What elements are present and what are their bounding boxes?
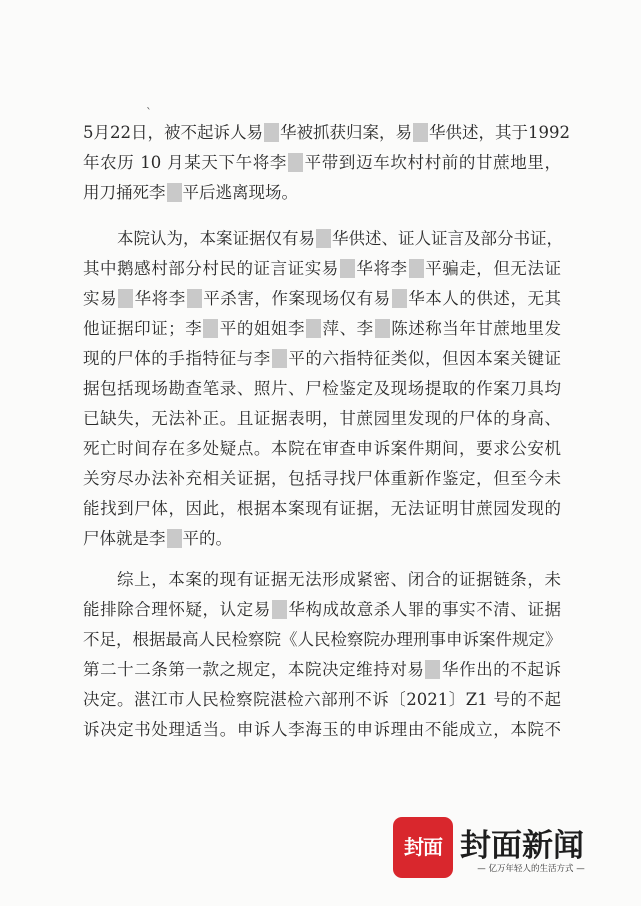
text-segment: 已缺失，无法补正。且证据表明，甘蔗园里发现的尸体的身高、 <box>83 409 561 428</box>
text-segment: 5月22日，被不起诉人易 <box>83 123 263 142</box>
text-segment: 其中鹅感村部分村民的证言证实易 <box>83 259 339 278</box>
redaction-block <box>187 289 202 308</box>
text-segment: 实易 <box>83 289 118 308</box>
text-line <box>83 494 561 524</box>
text-line <box>83 404 561 434</box>
text-line <box>83 118 570 148</box>
text-line <box>83 314 561 344</box>
text-segment: 华供述、证人证言及部分书证， <box>332 229 563 248</box>
text-segment: 萍、李 <box>322 319 374 338</box>
text-segment: 他证据印证；李 <box>83 319 203 338</box>
redaction-block <box>375 319 390 338</box>
text-line <box>83 344 561 374</box>
text-line <box>83 178 561 208</box>
text-segment: 华将李 <box>134 289 186 308</box>
redaction-block <box>413 123 428 142</box>
text-segment: 年农历 10 月某天下午将李 <box>83 153 288 172</box>
text-line <box>83 148 561 178</box>
text-segment: 用刀捅死李 <box>83 183 166 202</box>
text-segment: 本院认为，本案证据仅有易 <box>117 229 315 248</box>
brand-name: 封面新闻 <box>460 828 584 864</box>
redaction-block <box>203 319 218 338</box>
redaction-block <box>288 153 303 172</box>
text-segment: 华本人的供述，无其 <box>407 289 562 308</box>
text-segment: 平带到迈车坎村村前的甘蔗地里， <box>304 153 561 172</box>
text-segment: 华构成故意杀人罪的事实不清、证据 <box>287 600 562 619</box>
text-segment: 华被抓获归案，易 <box>280 123 412 142</box>
document-body <box>83 118 570 745</box>
text-segment: 综上，本案的现有证据无法形成紧密、闭合的证据链条，未 <box>117 570 561 589</box>
text-segment: 平的姐姐李 <box>219 319 305 338</box>
text-segment: 陈述称当年甘蔗地里发 <box>390 319 562 338</box>
text-segment: 现的尸体的手指特征与李 <box>83 349 271 368</box>
redaction-block <box>306 319 321 338</box>
text-segment: 第二十二条第一款之规定，本院决定维持对易 <box>83 660 425 679</box>
text-line <box>83 284 561 314</box>
text-segment: 尸体就是李 <box>83 529 166 548</box>
text-line <box>83 715 561 745</box>
text-segment: 不足，根据最高人民检察院《人民检察院办理刑事申诉案件规定》 <box>83 630 562 649</box>
text-line <box>83 625 561 655</box>
text-line <box>83 254 561 284</box>
text-segment: 华供述，其于1992 <box>429 123 570 142</box>
text-line <box>83 434 561 464</box>
text-segment: 据包括现场勘查笔录、照片、尸检鉴定及现场提取的作案刀具均 <box>83 379 561 398</box>
text-segment: 诉决定书处理适当。申诉人李海玉的申诉理由不能成立，本院不 <box>83 720 561 739</box>
redaction-block <box>340 259 355 278</box>
redaction-block <box>264 123 279 142</box>
text-segment: 能排除合理怀疑，认定易 <box>83 600 271 619</box>
text-segment: 平骗走，但无法证 <box>424 259 562 278</box>
redaction-block <box>118 289 133 308</box>
text-segment: 关穷尽办法补充相关证据，包括寻找尸体重新作鉴定，但至今未 <box>83 469 561 488</box>
brand-tagline: — 亿万年轻人的生活方式 — <box>477 864 585 874</box>
text-line <box>83 595 561 625</box>
text-line <box>83 565 561 595</box>
redaction-block <box>316 229 331 248</box>
text-segment: 决定。湛江市人民检察院湛检六部刑不诉〔2021〕Z1 号的不起 <box>83 690 561 709</box>
redaction-block <box>167 529 182 548</box>
redaction-block <box>425 660 440 679</box>
text-segment: 平的。 <box>182 529 232 548</box>
text-segment: 平后逃离现场。 <box>182 183 298 202</box>
text-segment: 华将李 <box>355 259 408 278</box>
text-line <box>83 374 561 404</box>
redaction-block <box>167 183 182 202</box>
text-segment: 平的六指特征类似，但因本案关键证 <box>287 349 562 368</box>
text-line <box>83 224 561 254</box>
cover-news-logo-icon: 封面 <box>393 817 453 878</box>
redaction-block <box>409 259 424 278</box>
text-segment: 死亡时间存在多处疑点。本院在审查申诉案件期间，要求公安机 <box>83 439 561 458</box>
redaction-block <box>392 289 407 308</box>
redaction-block <box>272 349 287 368</box>
text-line <box>83 524 561 554</box>
text-line <box>83 685 561 715</box>
text-segment: 华作出的不起诉 <box>441 660 562 679</box>
text-line <box>83 464 561 494</box>
scan-speck: ˋ <box>146 106 152 120</box>
text-line <box>83 655 561 685</box>
text-segment: 平杀害，作案现场仅有易 <box>202 289 391 308</box>
text-segment: 能找到尸体，因此，根据本案现有证据，无法证明甘蔗园发现的 <box>83 499 561 518</box>
redaction-block <box>272 600 287 619</box>
